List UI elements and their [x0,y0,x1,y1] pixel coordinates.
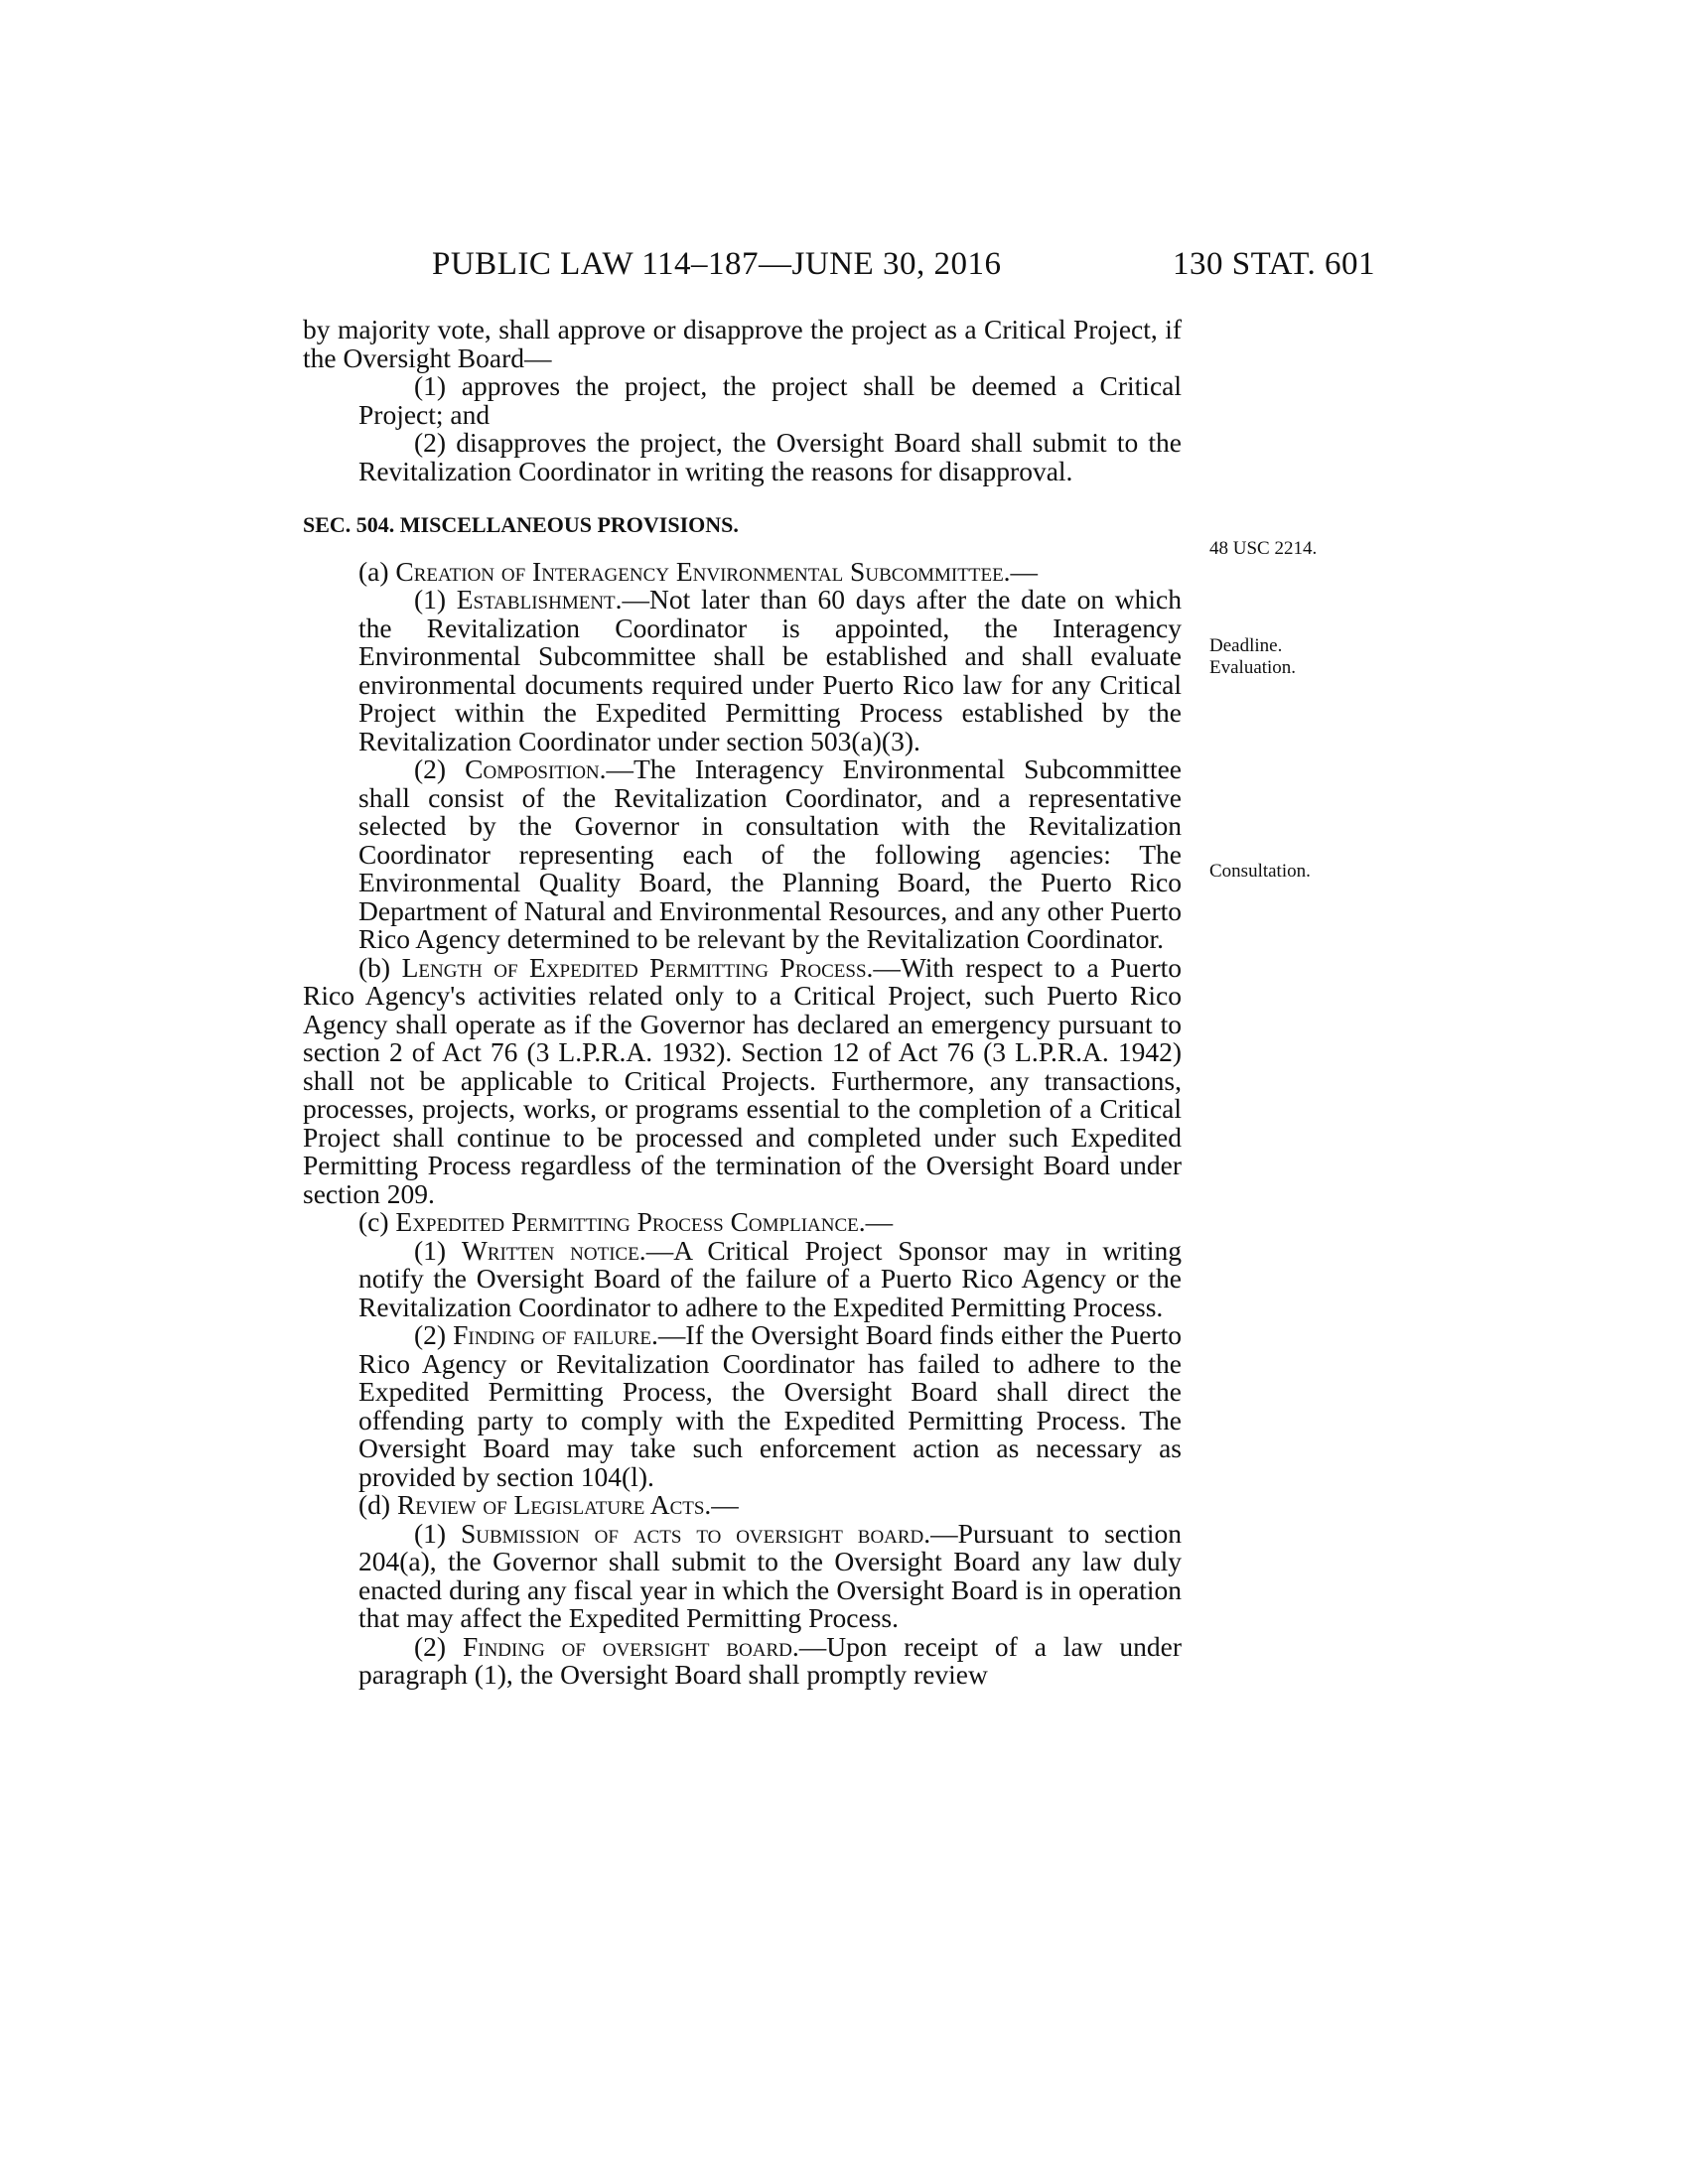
running-head-title: PUBLIC LAW 114–187—JUNE 30, 2016 [432,246,1002,282]
paragraph-heading: Establishment. [456,584,623,614]
paragraph-heading: Finding of oversight board. [462,1630,799,1662]
document-body [303,316,1182,1690]
paragraph: (2) Finding of oversight board.—Upon receipt of a law under paragraph (1), the Oversight Board shall promptly review [358,1630,1182,1690]
paragraph-heading: Written notice. [461,1234,646,1266]
paragraph-heading: Finding of failure. [453,1319,658,1350]
paragraph: (2) Finding of failure.—If the Oversight Board finds either the Puerto Rico Agency or Revitalization Coordinator has failed to adhere to the Expedited Permitting Process, the Oversight Board shall direct the offending party to comply with the Expedited Permitting Process. The Oversight Board may take such enforcement action as necessary as provided by section 104(l). [358,1319,1182,1492]
subsection-c: (c) Expedited Permitting Process Compliance.— [358,1206,894,1237]
margin-note-evaluation: Evaluation. [1209,657,1297,678]
paragraph: (2) Composition.—The Interagency Environmental Subcommittee shall consist of the Revitalization Coordinator, and a representative selected by the Governor in consultation with the Revitalization Coordinator representing each of the following agencies: The Environmental Quality Board, the Planning Board, the Puerto Rico Department of Natural and Environmental Resources, and any other Puerto Rico Agency determined to be relevant by the Revitalization Coordinator. [358,753,1182,954]
margin-note-deadline: Deadline. [1209,635,1283,656]
paragraph: by majority vote, shall approve or disapprove the project as a Critical Project, if the Oversight Board— [303,314,1182,373]
paragraph: (1) Written notice.—A Critical Project Sponsor may in writing notify the Oversight Board of the failure of a Puerto Rico Agency or the Revitalization Coordinator to adhere to the Expedited Permitting Process. [358,1234,1182,1322]
subsection-heading: Expedited Permitting Process Compliance.— [395,1206,894,1237]
paragraph-heading: Submission of acts to oversight board. [460,1517,931,1549]
paragraph-heading: Composition. [465,753,607,784]
page-number: 130 STAT. 601 [1172,246,1375,282]
paragraph: (2) disapproves the project, the Oversight Board shall submit to the Revitalization Coordinator in writing the reasons for disapproval. [358,427,1182,486]
page-header [303,246,1375,292]
subsection-heading: Length of Expedited Permitting Process. [401,951,874,983]
paragraph: (1) Submission of acts to oversight board.—Pursuant to section 204(a), the Governor shall submit to the Oversight Board any law duly enacted during any fiscal year in which the Oversight Board is in operation that may affect the Expedited Permitting Process. [358,1517,1182,1633]
subsection-a: (a) Creation of Interagency Environmental Subcommittee.— [358,555,1039,587]
margin-note-consultation: Consultation. [1209,861,1311,882]
subsection-b: (b) Length of Expedited Permitting Process.—With respect to a Puerto Rico Agency's activities related only to a Critical Project, such Puerto Rico Agency shall operate as if the Governor has declared an emergency pursuant to section 2 of Act 76 (3 L.P.R.A. 1932). Section 12 of Act 76 (3 L.P.R.A. 1942) shall not be applicable to Critical Projects. Furthermore, any transactions, processes, projects, works, or programs essential to the completion of a Critical Project shall continue to be processed and completed under such Expedited Permitting Process regardless of the termination of the Oversight Board under section 209. [303,951,1182,1209]
margin-note-usc: 48 USC 2214. [1209,538,1318,559]
subsection-heading: Review of Legislature Acts.— [396,1489,739,1520]
paragraph: (1) Establishment.—Not later than 60 days after the date on which the Revitalization Coordinator is appointed, the Interagency Environmental Subcommittee shall be established and shall evaluate environmental documents required under Puerto Rico law for any Critical Project within the Expedited Permitting Process established by the Revitalization Coordinator under section 503(a)(3). [358,584,1182,756]
subsection-heading: Creation of Interagency Environmental Subcommittee.— [395,555,1039,587]
section-heading: SEC. 504. MISCELLANEOUS PROVISIONS. [303,512,739,537]
subsection-d: (d) Review of Legislature Acts.— [358,1489,739,1520]
paragraph: (1) approves the project, the project shall be deemed a Critical Project; and [358,370,1182,430]
